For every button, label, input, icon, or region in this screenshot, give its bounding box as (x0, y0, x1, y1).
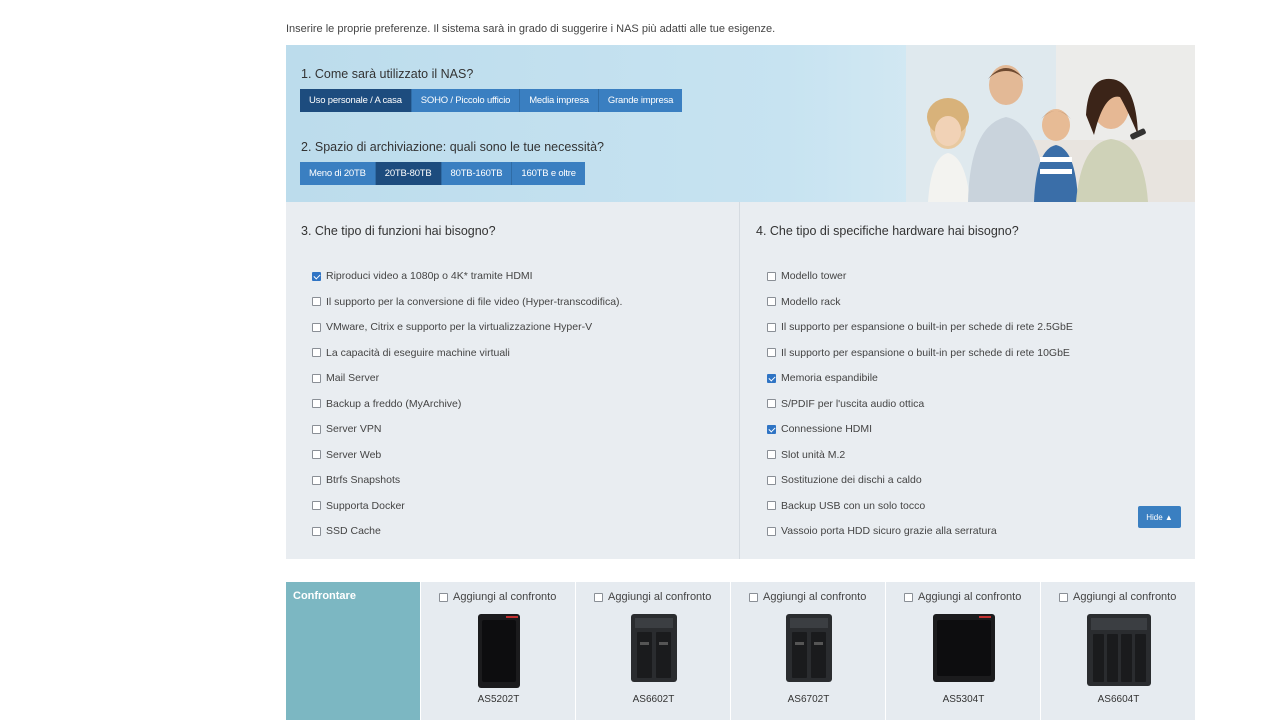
feature-checkbox[interactable] (312, 501, 321, 510)
storage-160plus-button[interactable]: 160TB e oltre (512, 162, 584, 185)
add-to-compare-checkbox[interactable] (1059, 591, 1176, 603)
hardware-option-label: Sostituzione dei dischi a caldo (781, 474, 922, 486)
hardware-option-label: Backup USB con un solo tocco (781, 499, 926, 512)
feature-option-label: Supporta Docker (326, 499, 405, 512)
add-to-compare-label: Aggiungi al confronto (763, 591, 867, 603)
hardware-checkbox[interactable] (767, 476, 776, 485)
preferences-hero (286, 45, 1195, 202)
hardware-checkbox[interactable] (767, 425, 776, 434)
feature-option-label: VMware, Citrix e supporto per la virtualizzazione Hyper-V (326, 321, 593, 333)
features-column (286, 202, 740, 559)
hardware-option-label: Modello tower (781, 270, 847, 282)
hardware-column (741, 202, 1195, 559)
hardware-option[interactable] (767, 448, 845, 462)
compare-product-cell (730, 582, 885, 720)
compare-checkbox[interactable] (749, 593, 758, 602)
hardware-option[interactable] (767, 397, 924, 411)
feature-option[interactable] (312, 269, 533, 283)
hardware-option[interactable] (767, 499, 925, 513)
usage-button-group (300, 89, 682, 112)
hardware-option[interactable] (767, 320, 1073, 334)
add-to-compare-label: Aggiungi al confronto (608, 591, 712, 603)
question-usage-title: 1. Come sarà utilizzato il NAS? (301, 67, 474, 81)
storage-button-group (300, 162, 585, 185)
usage-soho-button[interactable]: SOHO / Piccolo ufficio (412, 89, 520, 112)
compare-checkbox[interactable] (439, 593, 448, 602)
add-to-compare-label: Aggiungi al confronto (1073, 591, 1177, 603)
hardware-checkbox[interactable] (767, 450, 776, 459)
feature-option-label: Riproduci video a 1080p o 4K* tramite HDMI (326, 270, 533, 282)
add-to-compare-label: Aggiungi al confronto (918, 591, 1022, 603)
hardware-checkbox[interactable] (767, 501, 776, 510)
feature-option[interactable] (312, 422, 381, 436)
feature-option[interactable] (312, 320, 592, 334)
feature-checkbox[interactable] (312, 374, 321, 383)
hardware-option[interactable] (767, 371, 878, 385)
feature-option[interactable] (312, 473, 400, 487)
product-model-name[interactable]: AS5304T (942, 694, 985, 705)
hide-button[interactable]: Hide ▲ (1138, 506, 1181, 528)
hardware-option[interactable] (767, 346, 1070, 360)
compare-checkbox[interactable] (594, 593, 603, 602)
compare-product-cell (1040, 582, 1195, 720)
feature-checkbox[interactable] (312, 476, 321, 485)
add-to-compare-checkbox[interactable] (594, 591, 711, 603)
hardware-checkbox[interactable] (767, 374, 776, 383)
intro-text: Inserire le proprie preferenze. Il sistema sarà in grado di suggerire i NAS più adatti alle tue esigenze. (286, 23, 776, 35)
feature-option-label: Il supporto per la conversione di file video (Hyper-transcodifica). (326, 295, 623, 308)
hardware-checkbox[interactable] (767, 399, 776, 408)
feature-option[interactable] (312, 397, 461, 411)
add-to-compare-label: Aggiungi al confronto (453, 591, 557, 603)
hardware-checkbox[interactable] (767, 323, 776, 332)
options-panel (286, 202, 1195, 559)
hardware-checkbox[interactable] (767, 297, 776, 306)
hardware-option[interactable] (767, 524, 997, 538)
feature-checkbox[interactable] (312, 323, 321, 332)
hardware-checkbox[interactable] (767, 348, 776, 357)
question-storage-title: 2. Spazio di archiviazione: quali sono le tue necessità? (301, 140, 604, 154)
add-to-compare-checkbox[interactable] (749, 591, 866, 603)
feature-checkbox[interactable] (312, 272, 321, 281)
feature-option-label: SSD Cache (326, 525, 381, 537)
storage-lt20-button[interactable]: Meno di 20TB (300, 162, 376, 185)
compare-product-cell (885, 582, 1040, 720)
usage-large-button[interactable]: Grande impresa (599, 89, 682, 112)
hardware-checkbox[interactable] (767, 272, 776, 281)
hardware-option-label: Il supporto per espansione o built-in per schede di rete 10GbE (781, 346, 1070, 359)
product-model-name[interactable]: AS6602T (632, 694, 675, 705)
add-to-compare-checkbox[interactable] (904, 591, 1021, 603)
hardware-option-label: Slot unità M.2 (781, 448, 846, 461)
nas-2bay-icon[interactable] (784, 612, 834, 689)
nas-4bay-icon[interactable] (1085, 612, 1153, 693)
product-model-name[interactable]: AS5202T (477, 694, 520, 705)
hardware-option[interactable] (767, 269, 846, 283)
hardware-option-label: S/PDIF per l'uscita audio ottica (781, 397, 925, 410)
feature-checkbox[interactable] (312, 527, 321, 536)
storage-20-80-button[interactable]: 20TB-80TB (376, 162, 442, 185)
nas-tower-4bay-icon[interactable] (931, 612, 997, 689)
usage-medium-button[interactable]: Media impresa (520, 89, 599, 112)
feature-option[interactable] (312, 448, 381, 462)
hardware-option-label: Memoria espandibile (781, 372, 878, 384)
family-photo (906, 45, 1195, 202)
hardware-option-label: Il supporto per espansione o built-in per schede di rete 2.5GbE (781, 321, 1073, 333)
feature-option[interactable] (312, 524, 381, 538)
feature-option[interactable] (312, 346, 510, 360)
feature-option-label: Server Web (326, 448, 382, 461)
hardware-option[interactable] (767, 295, 841, 309)
compare-product-cell (575, 582, 730, 720)
nas-tower-2bay-icon[interactable] (476, 612, 522, 695)
compare-checkbox[interactable] (1059, 593, 1068, 602)
question-features-title: 3. Che tipo di funzioni hai bisogno? (301, 224, 496, 238)
feature-option-label: Backup a freddo (MyArchive) (326, 397, 462, 410)
product-model-name[interactable]: AS6702T (787, 694, 830, 705)
feature-checkbox[interactable] (312, 450, 321, 459)
feature-option[interactable] (312, 371, 379, 385)
feature-option[interactable] (312, 295, 622, 309)
feature-checkbox[interactable] (312, 348, 321, 357)
compare-product-cell (420, 582, 575, 720)
usage-personal-button[interactable]: Uso personale / A casa (300, 89, 412, 112)
feature-checkbox[interactable] (312, 399, 321, 408)
hardware-option-label: Vassoio porta HDD sicuro grazie alla serratura (781, 525, 997, 537)
nas-2bay-icon[interactable] (629, 612, 679, 689)
compare-checkbox[interactable] (904, 593, 913, 602)
feature-checkbox[interactable] (312, 297, 321, 306)
product-model-name[interactable]: AS6604T (1097, 694, 1140, 705)
question-hardware-title: 4. Che tipo di specifiche hardware hai bisogno? (756, 224, 1019, 238)
hardware-checkbox[interactable] (767, 527, 776, 536)
feature-option-label: Btrfs Snapshots (326, 474, 401, 486)
compare-header: Confrontare (286, 582, 420, 720)
hardware-option[interactable] (767, 422, 872, 436)
feature-option-label: Server VPN (326, 423, 382, 435)
hardware-option[interactable] (767, 473, 922, 487)
hardware-option-label: Modello rack (781, 295, 841, 308)
add-to-compare-checkbox[interactable] (439, 591, 556, 603)
feature-option-label: La capacità di eseguire machine virtuali (326, 346, 510, 359)
feature-checkbox[interactable] (312, 425, 321, 434)
storage-80-160-button[interactable]: 80TB-160TB (442, 162, 513, 185)
feature-option-label: Mail Server (326, 372, 380, 384)
feature-option[interactable] (312, 499, 405, 513)
compare-table (286, 582, 1195, 720)
hardware-option-label: Connessione HDMI (781, 423, 873, 435)
